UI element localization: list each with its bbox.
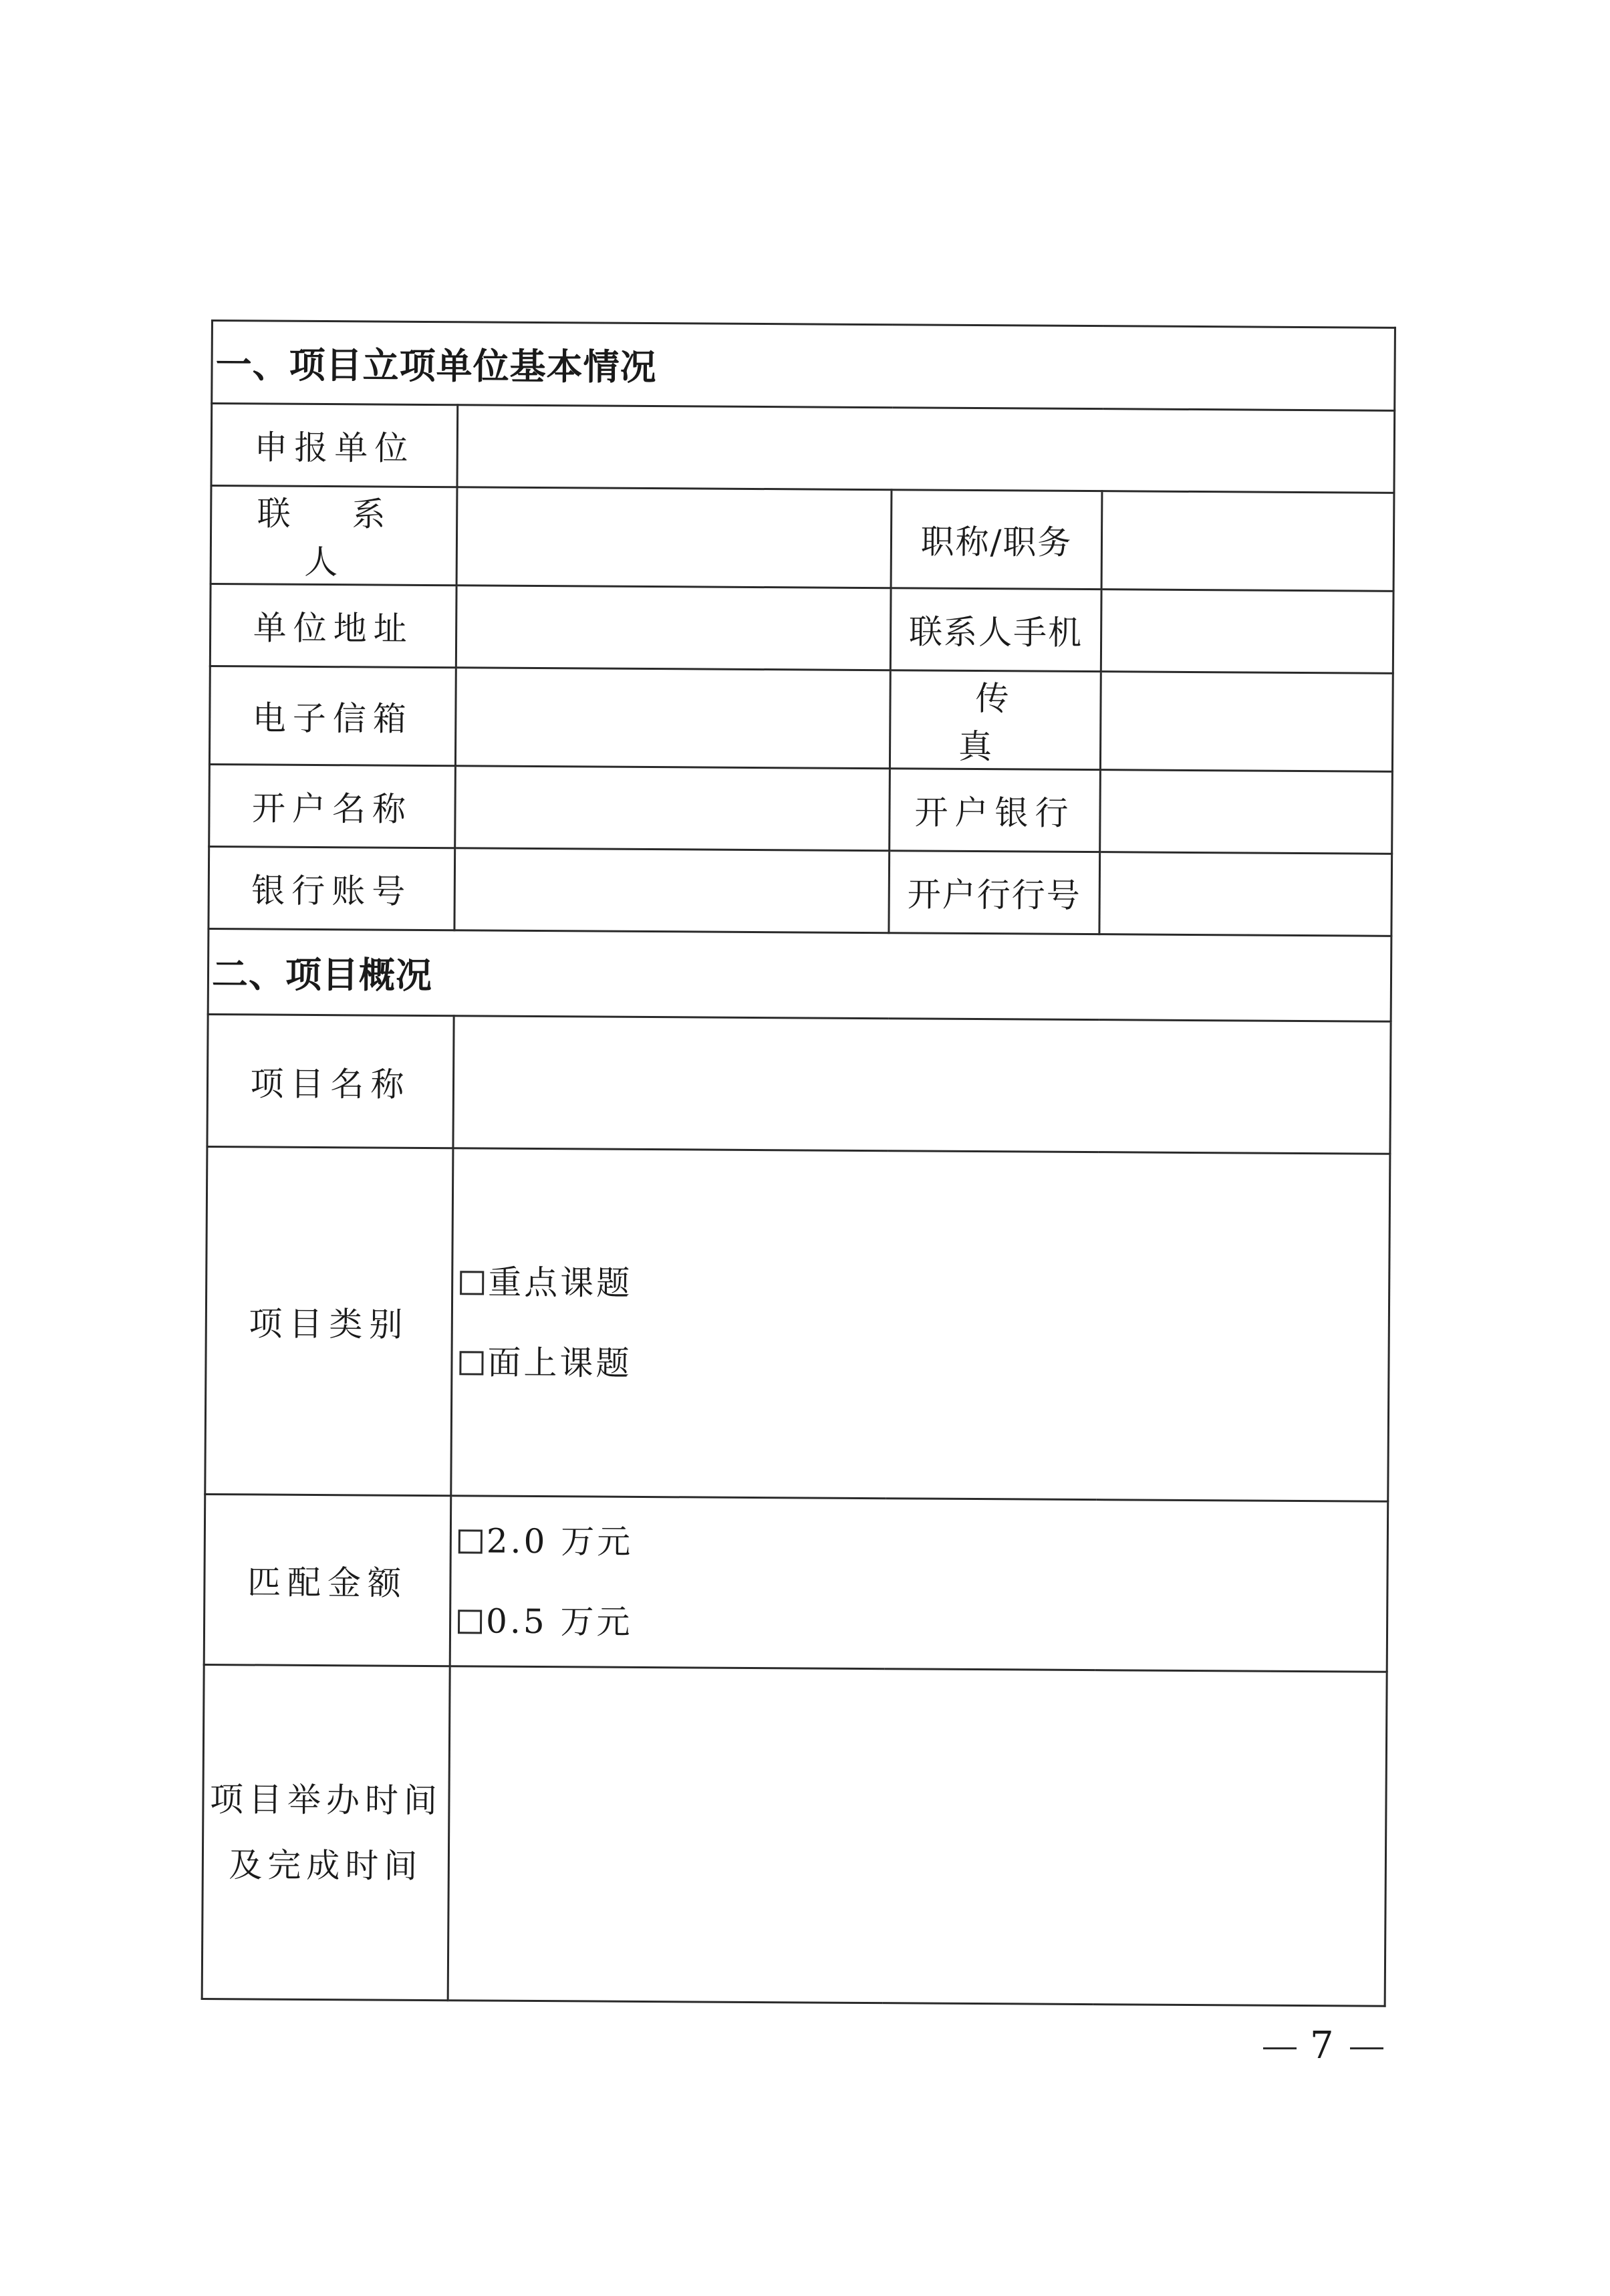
page-number-value: 7: [1310, 2024, 1337, 2067]
option-amount-2[interactable]: [458, 1501, 1387, 1586]
option-amount-0-5-label: 0.5 万元: [485, 1602, 633, 1642]
row-address: [210, 584, 1393, 674]
row-email: [209, 666, 1393, 771]
label-schedule-line2: 及完成时间: [229, 1845, 423, 1886]
label-bank-code: 开户行行号: [889, 851, 1100, 934]
label-unit-address: 单位地址: [210, 584, 456, 668]
label-bank-name: 开户银行: [890, 769, 1101, 852]
page-number: [1250, 2024, 1397, 2067]
field-title-position[interactable]: [1101, 491, 1394, 592]
project-type-options: [451, 1148, 1390, 1502]
label-email: 电子信箱: [209, 666, 456, 765]
field-bank-account[interactable]: [454, 848, 890, 933]
label-project-type: 项目类别: [205, 1146, 453, 1495]
field-project-name[interactable]: [453, 1016, 1391, 1154]
field-contact-mobile[interactable]: [1101, 590, 1393, 674]
field-project-schedule[interactable]: [448, 1666, 1387, 2007]
option-amount-2-label: 2.0 万元: [486, 1521, 634, 1561]
label-account-name: 开户名称: [209, 764, 456, 848]
label-project-schedule: [202, 1664, 450, 2000]
label-contact-mobile: 联系人手机: [890, 588, 1101, 672]
row-matching-amount: [204, 1494, 1388, 1672]
section-1-title: 一、项目立项单位基本情况: [212, 321, 1395, 411]
row-project-type: [205, 1146, 1390, 1501]
row-project-schedule: [202, 1664, 1387, 2006]
field-bank-name[interactable]: [1100, 770, 1393, 854]
label-project-name: 项目名称: [207, 1014, 454, 1148]
option-amount-0-5[interactable]: [458, 1581, 1387, 1666]
matching-amount-options: [450, 1496, 1388, 1672]
option-general-topic[interactable]: [459, 1322, 1388, 1408]
dash-right: [1350, 2047, 1383, 2049]
label-fax: 传 真: [890, 670, 1101, 770]
field-unit-address[interactable]: [456, 586, 891, 670]
row-bank-account: [209, 846, 1392, 936]
label-bank-account: 银行账号: [209, 846, 455, 930]
section-2-title: 二、项目概况: [208, 928, 1391, 1021]
row-project-name: [207, 1014, 1391, 1154]
option-key-topic-label: 重点课题: [488, 1263, 633, 1303]
field-bank-code[interactable]: [1099, 852, 1392, 936]
label-matching-amount: 匹配金额: [204, 1494, 451, 1666]
checkbox-amount-0-5[interactable]: [458, 1610, 482, 1634]
option-general-topic-label: 面上课题: [487, 1343, 632, 1383]
label-title-position: 职称/职务: [891, 490, 1102, 590]
label-contact-person: 联 系 人: [211, 486, 457, 586]
dash-left: [1263, 2047, 1297, 2049]
row-contact: [211, 486, 1394, 592]
field-fax[interactable]: [1100, 672, 1393, 772]
field-account-name[interactable]: [455, 766, 890, 851]
label-applicant-unit: 申报单位: [211, 404, 458, 487]
row-applicant-unit: [211, 404, 1395, 493]
field-contact-person[interactable]: [456, 487, 892, 588]
row-account-name: [209, 764, 1393, 854]
field-applicant-unit[interactable]: [457, 405, 1395, 493]
label-schedule-line1: 项目举办时间: [209, 1779, 443, 1820]
application-form-table: [201, 320, 1396, 2007]
checkbox-key-topic[interactable]: [460, 1271, 484, 1295]
field-email[interactable]: [455, 668, 890, 769]
checkbox-amount-2[interactable]: [458, 1529, 483, 1553]
option-key-topic[interactable]: [460, 1242, 1389, 1327]
checkbox-general-topic[interactable]: [459, 1351, 483, 1375]
